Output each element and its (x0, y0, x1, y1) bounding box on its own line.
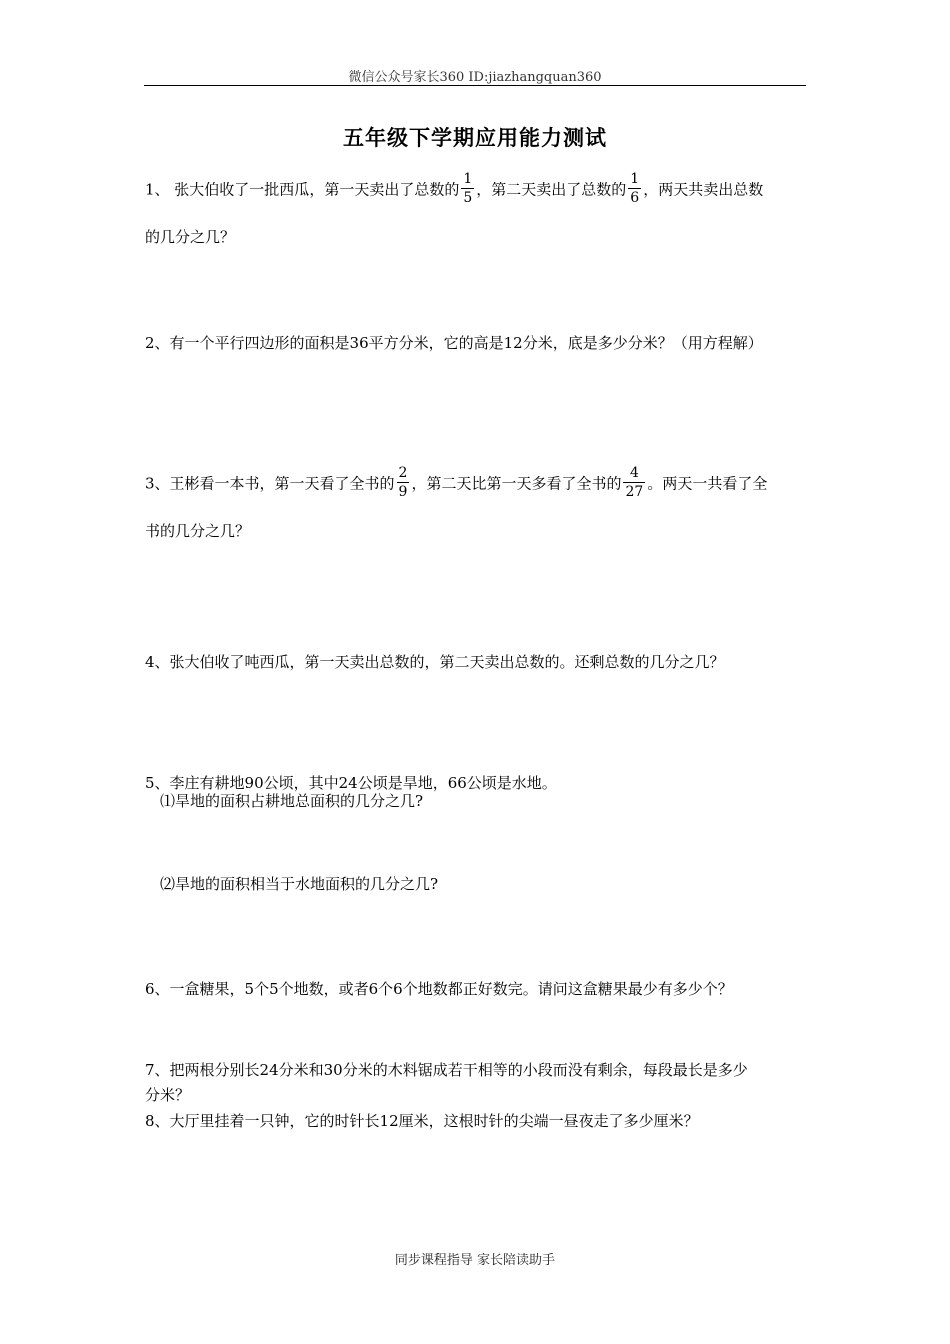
question-1-text-b: ，第二天卖出了总数的 (476, 180, 627, 199)
question-4: 4、张大伯收了吨西瓜，第一天卖出总数的，第二天卖出总数的。还剩总数的几分之几？ (145, 653, 725, 671)
question-6: 6、一盒糖果，5个5个地数，或者6个6个地数都正好数完。请问这盒糖果最少有多少个？ (145, 980, 733, 998)
question-1-fraction-2 (628, 170, 641, 207)
fraction-denominator: 5 (463, 190, 473, 206)
question-2: 2、有一个平行四边形的面积是36平方分米，它的高是12分米，底是多少分米？（用方程解） (145, 334, 763, 352)
fraction-numerator: 1 (463, 171, 473, 187)
question-3-text-c: 。两天一共看了全 (647, 474, 768, 493)
fraction-denominator: 9 (398, 484, 408, 500)
question-5: 5、李庄有耕地90公顷，其中24公顷是旱地，66公顷是水地。 (145, 774, 557, 792)
question-8: 8、大厅里挂着一只钟，它的时针长12厘米，这根时针的尖端一昼夜走了多少厘米？ (145, 1112, 699, 1130)
question-1-text-a: 1、 张大伯收了一批西瓜，第一天卖出了总数的 (145, 180, 460, 199)
question-3-fraction-2 (623, 464, 645, 501)
fraction-numerator: 4 (623, 464, 645, 483)
fraction-numerator: 1 (630, 171, 640, 187)
question-3-fraction-1 (397, 464, 410, 501)
fraction-numerator: 2 (398, 465, 408, 481)
question-7-line-2: 分米？ (145, 1086, 191, 1104)
question-3-text-b: ，第二天比第一天多看了全书的 (411, 474, 622, 493)
question-3-text-a: 3、王彬看一本书，第一天看了全书的 (145, 474, 395, 493)
question-7-line-1: 7、把两根分别长24分米和30分米的木料锯成若干相等的小段而没有剩余，每段最长是多少 (145, 1061, 748, 1079)
fraction-denominator: 27 (625, 484, 644, 500)
question-1-text-c: ，两天共卖出总数 (643, 180, 764, 199)
page-title: 五年级下学期应用能力测试 (343, 125, 607, 150)
question-1-line-1 (145, 172, 763, 209)
question-5-sub-2: ⑵旱地的面积相当于水地面积的几分之几? (160, 875, 439, 893)
question-1-fraction-1 (461, 170, 474, 207)
footer-text: 同步课程指导 家长陪读助手 (394, 1253, 556, 1268)
question-3-line-1 (145, 466, 767, 503)
question-3-line-2: 书的几分之几？ (145, 522, 251, 540)
question-1-line-2: 的几分之几？ (145, 228, 236, 246)
header-rule (144, 85, 806, 86)
question-5-sub-1: ⑴旱地的面积占耕地总面积的几分之几? (160, 792, 424, 810)
fraction-denominator: 6 (630, 190, 640, 206)
header-text: 微信公众号家长360 ID:jiazhangquan360 (348, 70, 602, 85)
